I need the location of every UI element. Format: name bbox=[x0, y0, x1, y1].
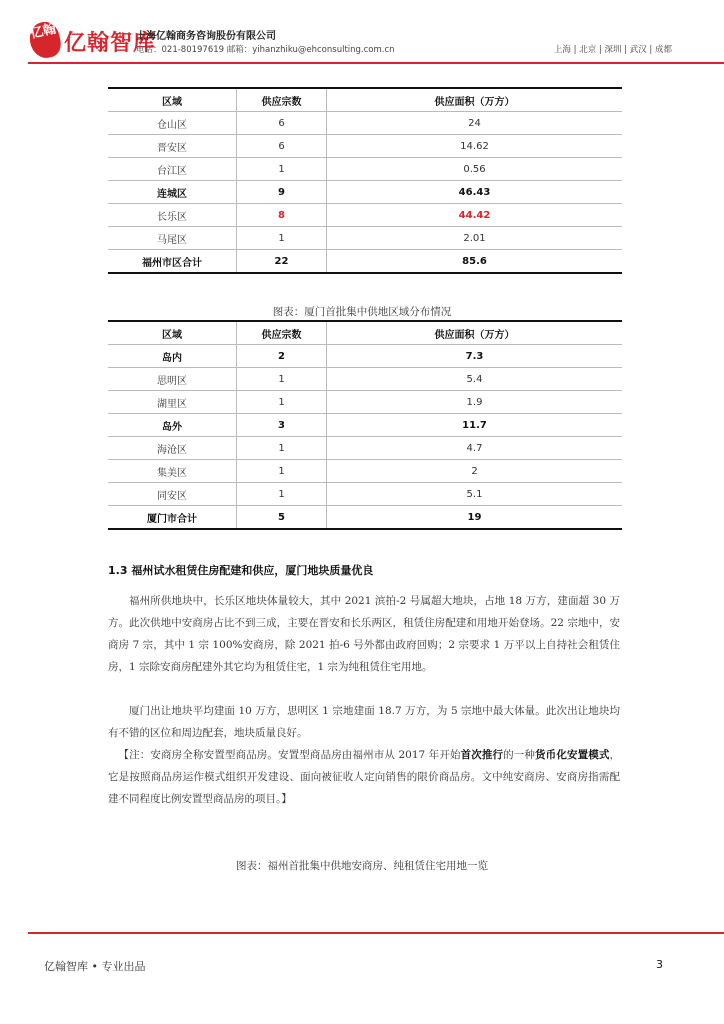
size-cell: 19 bbox=[327, 506, 623, 530]
count-cell: 6 bbox=[237, 135, 327, 158]
body-paragraph-fuzhou: 福州所供地块中，长乐区地块体量较大，其中 2021 滨拍-2 号属超大地块，占地 18 万方，建面超 30 万方。此次供地中安商房占比不到三成，主要在晋安和长乐两区，租赁住房配建和用地开始登场。22 宗地中，安商房 7 宗，其中 1 宗 100%安商房，除 2021 拍-6 号外都由政府回购；2 宗要求 1 万平以上自持社会租赁住房，1 宗除安商房配建外其它均为租赁住宅，1 宗为纯租赁住宅用地。 bbox=[108, 595, 620, 673]
area-cell: 连城区 bbox=[108, 181, 237, 204]
count-cell: 3 bbox=[237, 414, 327, 437]
area-cell: 湖里区 bbox=[108, 391, 237, 414]
table-row bbox=[108, 437, 622, 460]
size-cell: 0.56 bbox=[327, 158, 623, 181]
count-cell: 2 bbox=[237, 345, 327, 368]
note-text: 的一种 bbox=[503, 749, 536, 761]
table-row bbox=[108, 414, 622, 437]
table-row bbox=[108, 135, 622, 158]
count-cell: 5 bbox=[237, 506, 327, 530]
note-text: 【注：安商房全称安置型商品房。安置型商品房由福州市从 2017 年开始 bbox=[118, 749, 461, 761]
size-cell: 44.42 bbox=[327, 204, 623, 227]
column-header: 供应宗数 bbox=[237, 321, 327, 345]
table-total-row bbox=[108, 250, 622, 274]
table-row bbox=[108, 460, 622, 483]
area-cell: 集美区 bbox=[108, 460, 237, 483]
size-cell: 5.1 bbox=[327, 483, 623, 506]
column-header: 供应宗数 bbox=[237, 88, 327, 112]
column-header: 区域 bbox=[162, 96, 182, 108]
area-cell: 同安区 bbox=[108, 483, 237, 506]
area-cell: 仓山区 bbox=[108, 112, 237, 135]
body-paragraph-xiamen: 厦门出让地块平均建面 10 万方，思明区 1 宗地建面 18.7 万方，为 5 宗地中最大体量。此次出让地块均有不错的区位和周边配套，地块质量良好。 bbox=[108, 705, 620, 739]
column-header: 供应面积（万方） bbox=[327, 88, 623, 112]
table-row bbox=[108, 391, 622, 414]
page-number: 3 bbox=[656, 958, 663, 971]
count-cell: 1 bbox=[237, 483, 327, 506]
size-cell: 11.7 bbox=[327, 414, 623, 437]
note-paragraph bbox=[108, 744, 620, 810]
count-cell: 22 bbox=[237, 250, 327, 274]
header-divider bbox=[28, 62, 724, 64]
size-cell: 2 bbox=[327, 460, 623, 483]
size-cell: 24 bbox=[327, 112, 623, 135]
count-cell: 1 bbox=[237, 368, 327, 391]
fuzhou-supply-table bbox=[108, 87, 622, 274]
size-cell: 1.9 bbox=[327, 391, 623, 414]
column-header: 供应面积（万方） bbox=[327, 321, 623, 345]
company-name: 上海亿翰商务咨询股份有限公司 bbox=[136, 31, 276, 42]
area-cell: 厦门市合计 bbox=[108, 506, 237, 530]
table-row bbox=[108, 227, 622, 250]
count-cell: 8 bbox=[237, 204, 327, 227]
table-row bbox=[108, 483, 622, 506]
area-cell: 长乐区 bbox=[108, 204, 237, 227]
size-cell: 85.6 bbox=[327, 250, 623, 274]
count-cell: 1 bbox=[237, 391, 327, 414]
count-cell: 6 bbox=[237, 112, 327, 135]
area-cell: 海沧区 bbox=[108, 437, 237, 460]
xiamen-supply-table bbox=[108, 320, 622, 530]
page-header bbox=[0, 0, 724, 68]
size-cell: 14.62 bbox=[327, 135, 623, 158]
count-cell: 1 bbox=[237, 227, 327, 250]
note-emphasis: 首次推行 bbox=[460, 749, 504, 761]
area-cell: 岛内 bbox=[108, 345, 237, 368]
table-row bbox=[108, 112, 622, 135]
table-row bbox=[108, 368, 622, 391]
table-row bbox=[108, 158, 622, 181]
note-emphasis: 货币化安置模式 bbox=[535, 749, 610, 761]
size-cell: 7.3 bbox=[327, 345, 623, 368]
office-cities: 上海 | 北京 | 深圳 | 武汉 | 成都 bbox=[553, 45, 672, 55]
count-cell: 1 bbox=[237, 158, 327, 181]
size-cell: 5.4 bbox=[327, 368, 623, 391]
logo-text: 亿翰智库 bbox=[64, 31, 157, 56]
table-header-row bbox=[108, 88, 622, 112]
area-cell: 思明区 bbox=[108, 368, 237, 391]
area-cell: 马尾区 bbox=[108, 227, 237, 250]
xiamen-table-caption: 图表：厦门首批集中供地区域分布情况 bbox=[272, 306, 452, 318]
size-cell: 4.7 bbox=[327, 437, 623, 460]
table-row bbox=[108, 345, 622, 368]
area-cell: 福州市区合计 bbox=[108, 250, 237, 274]
table-row bbox=[108, 181, 622, 204]
column-header: 区域 bbox=[162, 329, 182, 341]
contact-info: 电话：021-80197619 邮箱：yihanzhiku@ehconsulting.com.cn bbox=[136, 45, 395, 55]
bottom-figure-caption: 图表：福州首批集中供地安商房、纯租赁住宅用地一览 bbox=[236, 860, 488, 872]
count-cell: 1 bbox=[237, 437, 327, 460]
area-cell: 台江区 bbox=[108, 158, 237, 181]
table-header-row bbox=[108, 321, 622, 345]
table-row-highlight bbox=[108, 204, 622, 227]
footer-divider bbox=[28, 932, 724, 934]
logo-icon: 亿翰 bbox=[27, 19, 64, 60]
section-heading: 1.3 福州试水租赁住房配建和供应，厦门地块质量优良 bbox=[108, 564, 374, 577]
count-cell: 1 bbox=[237, 460, 327, 483]
count-cell: 9 bbox=[237, 181, 327, 204]
area-cell: 晋安区 bbox=[108, 135, 237, 158]
area-cell: 岛外 bbox=[108, 414, 237, 437]
footer-brand: 亿翰智库 • 专业出品 bbox=[44, 960, 146, 973]
size-cell: 2.01 bbox=[327, 227, 623, 250]
note-text: ，它是按照商品房运作模式组织开发建设、面向被征收人定向销售的限价商品房。文中纯安商房、安商房指需配建不同程度比例安置型商品房的项目。】 bbox=[108, 749, 620, 805]
size-cell: 46.43 bbox=[327, 181, 623, 204]
table-total-row bbox=[108, 506, 622, 530]
